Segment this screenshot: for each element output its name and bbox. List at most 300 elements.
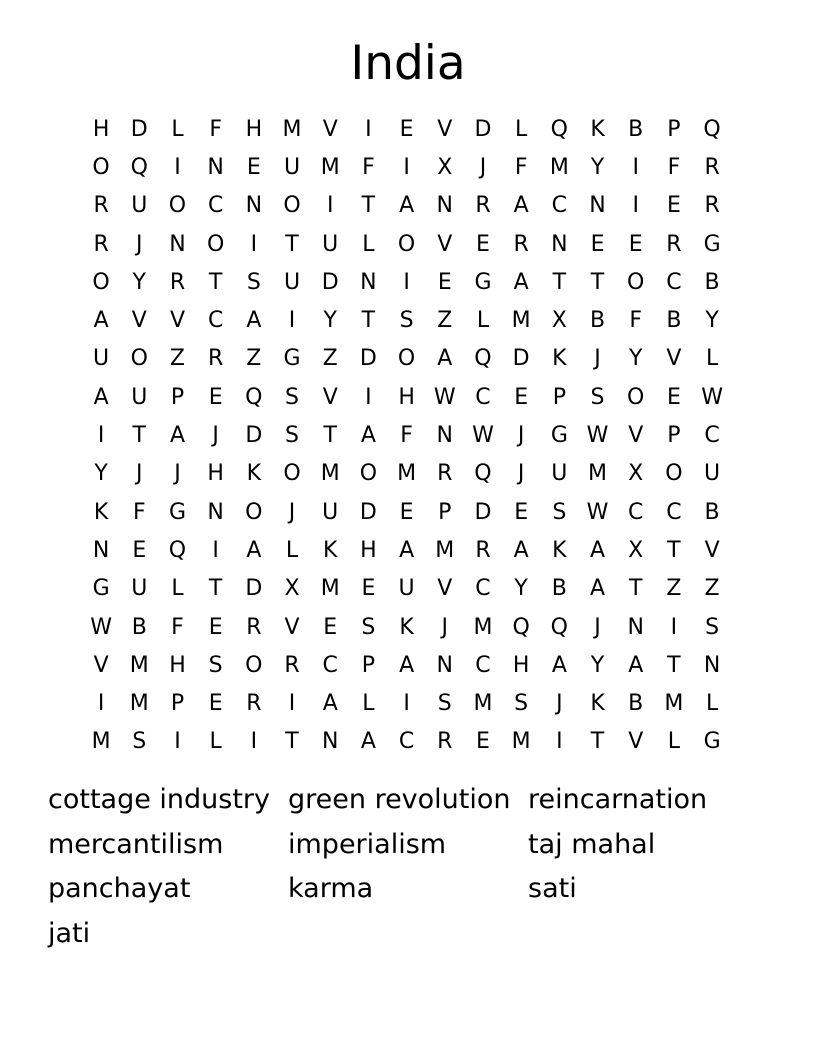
grid-cell: U <box>322 499 339 525</box>
grid-cell: M <box>320 154 340 180</box>
grid-cell: E <box>208 384 223 410</box>
grid-cell: V <box>131 308 147 334</box>
grid-cell: J <box>479 154 487 180</box>
grid-cell: A <box>628 652 644 678</box>
grid-cell: K <box>246 461 262 487</box>
grid-row <box>82 684 731 722</box>
grid-cell: W <box>433 384 456 410</box>
grid-cell: V <box>93 652 109 678</box>
grid-cell: U <box>551 461 568 487</box>
grid-cell: A <box>322 691 338 717</box>
grid-row <box>82 340 731 378</box>
grid-cell: N <box>207 154 224 180</box>
page-title: India <box>350 36 466 91</box>
grid-row <box>82 531 731 569</box>
grid-cell: E <box>246 154 261 180</box>
grid-cell: I <box>174 154 181 180</box>
grid-row <box>82 263 731 301</box>
grid-cell: L <box>705 346 719 372</box>
grid-cell: A <box>513 537 529 563</box>
grid-cell: Q <box>245 384 263 410</box>
grid-cell: M <box>397 461 417 487</box>
grid-cell: V <box>284 614 300 640</box>
grid-cell: H <box>512 652 530 678</box>
grid-cell: C <box>398 729 415 755</box>
grid-cell: A <box>246 537 262 563</box>
grid-cell: O <box>130 346 148 372</box>
grid-cell: P <box>170 384 185 410</box>
grid-cell: P <box>438 499 452 525</box>
grid-cell: V <box>169 308 185 334</box>
grid-row <box>82 416 731 454</box>
grid-cell: G <box>283 346 301 372</box>
grid-cell: A <box>399 537 415 563</box>
grid-cell: I <box>632 154 639 180</box>
grid-cell: S <box>285 423 300 449</box>
word-list-item: jati <box>48 917 91 949</box>
grid-cell: E <box>437 269 452 295</box>
grid-cell: M <box>473 614 493 640</box>
grid-cell: I <box>556 729 563 755</box>
grid-row <box>82 110 731 148</box>
grid-cell: R <box>246 691 262 717</box>
grid-cell: S <box>361 614 376 640</box>
grid-cell: C <box>475 652 491 678</box>
grid-cell: Q <box>550 614 568 640</box>
grid-cell: B <box>628 116 644 142</box>
grid-cell: C <box>666 269 682 295</box>
grid-cell: I <box>97 423 105 449</box>
grid-cell: G <box>474 269 492 295</box>
grid-cell: U <box>131 576 148 602</box>
grid-cell: Q <box>130 154 148 180</box>
grid-cell: U <box>93 346 110 372</box>
grid-cell: Z <box>322 346 338 372</box>
grid-cell: E <box>208 691 223 717</box>
grid-cell: N <box>436 193 454 219</box>
grid-cell: J <box>441 614 449 640</box>
grid-cell: E <box>399 499 414 525</box>
grid-cell: D <box>474 499 492 525</box>
grid-cell: S <box>590 384 605 410</box>
grid-cell: A <box>399 193 415 219</box>
grid-cell: A <box>551 652 567 678</box>
grid-cell: T <box>132 423 146 449</box>
grid-cell: Y <box>94 461 108 487</box>
grid-cell: M <box>588 461 608 487</box>
grid-cell: I <box>250 729 258 755</box>
grid-cell: P <box>361 652 376 678</box>
grid-row <box>82 646 731 684</box>
grid-cell: M <box>320 461 340 487</box>
grid-cell: F <box>400 423 413 449</box>
grid-cell: T <box>667 537 681 563</box>
grid-cell: J <box>288 499 296 525</box>
grid-cell: N <box>321 729 339 755</box>
grid-cell: B <box>628 691 644 717</box>
grid-cell: H <box>398 384 415 410</box>
grid-row <box>82 378 731 416</box>
grid-cell: Q <box>474 346 492 372</box>
grid-cell: I <box>212 537 219 563</box>
grid-cell: K <box>399 614 414 640</box>
grid-cell: M <box>511 308 531 334</box>
grid-cell: R <box>666 231 682 257</box>
grid-cell: K <box>323 537 338 563</box>
grid-cell: R <box>93 193 109 219</box>
grid-cell: P <box>667 423 681 449</box>
grid-row <box>82 608 731 646</box>
grid-cell: B <box>131 614 147 640</box>
grid-cell: C <box>322 652 338 678</box>
grid-cell: H <box>92 116 110 142</box>
grid-cell: Y <box>132 269 146 295</box>
grid-cell: H <box>360 537 377 563</box>
grid-cell: F <box>514 154 528 180</box>
grid-cell: T <box>285 231 299 257</box>
grid-cell: G <box>550 423 568 449</box>
grid-cell: O <box>283 461 301 487</box>
grid-row <box>82 455 731 493</box>
grid-cell: W <box>90 614 112 640</box>
grid-cell: A <box>360 729 376 755</box>
grid-row <box>82 493 731 531</box>
grid-cell: N <box>589 193 606 219</box>
grid-cell: R <box>169 269 186 295</box>
word-list-item: cottage industry <box>48 784 271 815</box>
grid-cell: L <box>362 231 375 257</box>
grid-cell: D <box>359 346 377 372</box>
grid-cell: K <box>590 116 605 142</box>
grid-cell: X <box>628 461 644 487</box>
grid-cell: D <box>245 423 263 449</box>
grid-cell: B <box>551 576 567 602</box>
grid-cell: A <box>513 193 529 219</box>
grid-cell: E <box>590 231 605 257</box>
grid-cell: K <box>552 346 567 372</box>
grid-cell: T <box>590 729 605 755</box>
grid-cell: T <box>208 576 223 602</box>
grid-cell: C <box>704 423 720 449</box>
grid-cell: M <box>664 691 684 717</box>
word-list-item: mercantilism <box>48 828 224 860</box>
grid-cell: F <box>362 154 375 180</box>
grid-cell: I <box>97 691 105 717</box>
grid-cell: A <box>360 423 376 449</box>
grid-cell: Y <box>705 308 719 334</box>
grid-cell: K <box>93 499 109 525</box>
grid-cell: D <box>321 269 339 295</box>
grid-cell: F <box>209 116 222 142</box>
grid-cell: A <box>513 269 529 295</box>
grid-cell: U <box>283 269 301 295</box>
grid-cell: O <box>168 193 187 219</box>
grid-cell: P <box>170 691 185 717</box>
grid-cell: I <box>365 116 372 142</box>
grid-cell: N <box>245 193 263 219</box>
grid-cell: A <box>437 346 453 372</box>
grid-cell: U <box>398 576 415 602</box>
grid-cell: A <box>246 308 262 334</box>
grid-cell: R <box>437 729 453 755</box>
grid-cell: R <box>437 461 453 487</box>
grid-cell: J <box>136 231 143 257</box>
grid-cell: H <box>169 652 186 678</box>
grid-cell: O <box>359 461 378 487</box>
grid-cell: E <box>476 231 490 257</box>
grid-cell: U <box>283 154 301 180</box>
grid-cell: O <box>283 193 301 219</box>
grid-cell: A <box>93 384 109 410</box>
grid-cell: Y <box>590 154 605 180</box>
grid-cell: E <box>399 116 414 142</box>
grid-cell: I <box>403 269 410 295</box>
grid-cell: L <box>209 729 222 755</box>
grid-cell: E <box>323 614 338 640</box>
grid-row <box>82 187 731 225</box>
grid-cell: M <box>129 652 149 678</box>
grid-cell: E <box>208 614 223 640</box>
grid-cell: S <box>208 652 223 678</box>
grid-cell: C <box>207 193 224 219</box>
grid-cell: H <box>245 116 263 142</box>
grid-cell: D <box>245 576 263 602</box>
grid-cell: R <box>284 652 300 678</box>
grid-cell: A <box>93 308 109 334</box>
grid-cell: J <box>136 461 143 487</box>
grid-cell: N <box>551 231 568 257</box>
grid-cell: M <box>282 116 302 142</box>
grid-cell: O <box>397 346 416 372</box>
grid-cell: R <box>208 346 224 372</box>
grid-cell: V <box>322 384 338 410</box>
grid-cell: P <box>667 116 681 142</box>
grid-cell: V <box>437 576 453 602</box>
grid-cell: I <box>288 308 296 334</box>
grid-cell: T <box>323 423 337 449</box>
grid-cell: I <box>365 384 372 410</box>
grid-cell: S <box>399 308 414 334</box>
grid-cell: T <box>590 269 605 295</box>
grid-cell: V <box>322 116 338 142</box>
grid-cell: V <box>437 231 453 257</box>
grid-cell: G <box>703 231 721 257</box>
grid-cell: F <box>171 614 184 640</box>
word-list-item: green revolution <box>288 784 511 815</box>
grid-cell: L <box>285 537 299 563</box>
grid-cell: W <box>586 423 609 449</box>
grid-cell: S <box>705 614 720 640</box>
grid-cell: I <box>670 614 678 640</box>
grid-cell: I <box>403 691 410 717</box>
word-list-item: imperialism <box>288 828 447 860</box>
grid-cell: W <box>701 384 723 410</box>
grid-cell: V <box>666 346 682 372</box>
grid-cell: E <box>476 729 490 755</box>
letter-grid <box>82 110 731 761</box>
grid-row <box>82 225 731 263</box>
grid-cell: Z <box>666 576 682 602</box>
grid-cell: T <box>285 729 299 755</box>
grid-cell: I <box>403 154 410 180</box>
grid-cell: O <box>245 652 263 678</box>
grid-cell: M <box>549 154 569 180</box>
grid-cell: N <box>169 231 186 257</box>
grid-cell: S <box>552 499 567 525</box>
grid-cell: C <box>628 499 644 525</box>
grid-cell: O <box>397 231 416 257</box>
grid-cell: L <box>476 308 490 334</box>
grid-cell: Q <box>168 537 187 563</box>
grid-cell: O <box>206 231 225 257</box>
grid-cell: N <box>92 537 110 563</box>
grid-cell: J <box>517 423 525 449</box>
grid-cell: A <box>399 652 415 678</box>
word-list-item: panchayat <box>48 873 191 904</box>
grid-cell: L <box>667 729 681 755</box>
grid-row <box>82 723 731 761</box>
grid-cell: E <box>666 384 681 410</box>
grid-cell: V <box>628 729 644 755</box>
grid-cell: Q <box>512 614 530 640</box>
grid-cell: J <box>556 691 563 717</box>
grid-cell: E <box>361 576 376 602</box>
grid-cell: C <box>475 384 491 410</box>
grid-cell: M <box>129 691 149 717</box>
grid-cell: O <box>245 499 263 525</box>
grid-cell: U <box>131 384 148 410</box>
grid-cell: X <box>284 576 300 602</box>
grid-row <box>82 570 731 608</box>
grid-cell: T <box>628 576 643 602</box>
grid-cell: R <box>513 231 529 257</box>
grid-cell: W <box>586 499 609 525</box>
grid-cell: L <box>171 116 184 142</box>
grid-cell: R <box>93 231 109 257</box>
grid-cell: J <box>174 461 181 487</box>
grid-cell: Q <box>703 116 721 142</box>
grid-cell: S <box>132 729 147 755</box>
grid-cell: M <box>511 729 531 755</box>
grid-cell: N <box>627 614 644 640</box>
grid-cell: A <box>169 423 185 449</box>
grid-cell: O <box>92 154 110 180</box>
grid-cell: C <box>207 308 224 334</box>
grid-cell: V <box>628 423 644 449</box>
grid-cell: X <box>628 537 644 563</box>
grid-cell: O <box>665 461 683 487</box>
grid-cell: M <box>91 729 111 755</box>
grid-cell: L <box>705 691 719 717</box>
grid-cell: D <box>130 116 148 142</box>
grid-cell: A <box>590 576 606 602</box>
grid-cell: E <box>628 231 643 257</box>
grid-cell: Z <box>169 346 185 372</box>
grid-cell: T <box>552 269 567 295</box>
grid-cell: N <box>436 652 454 678</box>
grid-cell: R <box>704 154 720 180</box>
grid-cell: J <box>212 423 219 449</box>
grid-cell: D <box>359 499 377 525</box>
grid-cell: B <box>589 308 606 334</box>
grid-cell: M <box>473 691 493 717</box>
grid-cell: B <box>704 269 720 295</box>
grid-cell: N <box>360 269 377 295</box>
grid-cell: U <box>322 231 339 257</box>
grid-cell: S <box>246 269 261 295</box>
grid-cell: S <box>285 384 300 410</box>
grid-cell: N <box>436 423 454 449</box>
grid-row <box>82 301 731 339</box>
grid-cell: J <box>594 614 601 640</box>
grid-cell: E <box>132 537 147 563</box>
grid-cell: Q <box>550 116 568 142</box>
grid-cell: I <box>326 193 334 219</box>
grid-cell: O <box>92 269 110 295</box>
grid-cell: T <box>361 193 376 219</box>
grid-cell: T <box>667 652 681 678</box>
grid-cell: K <box>590 691 605 717</box>
word-list-item: taj mahal <box>528 828 656 860</box>
grid-cell: B <box>666 308 682 334</box>
grid-cell: I <box>174 729 181 755</box>
grid-cell: X <box>437 154 453 180</box>
grid-cell: R <box>704 193 720 219</box>
word-list-item: karma <box>288 873 374 904</box>
grid-cell: F <box>667 154 681 180</box>
grid-cell: V <box>437 116 453 142</box>
grid-cell: R <box>246 614 262 640</box>
grid-cell: E <box>666 193 681 219</box>
grid-cell: Y <box>628 346 643 372</box>
grid-cell: T <box>361 308 376 334</box>
word-list <box>48 778 768 956</box>
grid-cell: G <box>703 729 721 755</box>
grid-cell: G <box>92 576 110 602</box>
word-list-item: reincarnation <box>528 784 708 815</box>
grid-row <box>82 148 731 186</box>
grid-cell: F <box>132 499 146 525</box>
grid-cell: U <box>131 193 148 219</box>
grid-cell: S <box>437 691 452 717</box>
grid-cell: E <box>514 384 529 410</box>
grid-cell: Y <box>590 652 605 678</box>
grid-cell: L <box>171 576 184 602</box>
grid-cell: C <box>475 576 491 602</box>
word-list-item: sati <box>528 873 577 904</box>
grid-cell: L <box>362 691 375 717</box>
grid-cell: D <box>474 116 492 142</box>
grid-cell: S <box>514 691 529 717</box>
grid-cell: C <box>551 193 568 219</box>
grid-cell: V <box>704 537 720 563</box>
grid-cell: M <box>435 537 455 563</box>
grid-cell: Z <box>437 308 453 334</box>
grid-cell: A <box>590 537 606 563</box>
grid-cell: T <box>208 269 223 295</box>
grid-cell: H <box>207 461 224 487</box>
grid-cell: J <box>594 346 601 372</box>
grid-cell: R <box>475 537 491 563</box>
grid-cell: C <box>666 499 682 525</box>
grid-cell: N <box>207 499 224 525</box>
grid-cell: U <box>704 461 721 487</box>
grid-cell: M <box>320 576 340 602</box>
grid-cell: E <box>514 499 529 525</box>
grid-cell: I <box>632 193 639 219</box>
grid-cell: W <box>472 423 494 449</box>
grid-cell: K <box>552 537 567 563</box>
